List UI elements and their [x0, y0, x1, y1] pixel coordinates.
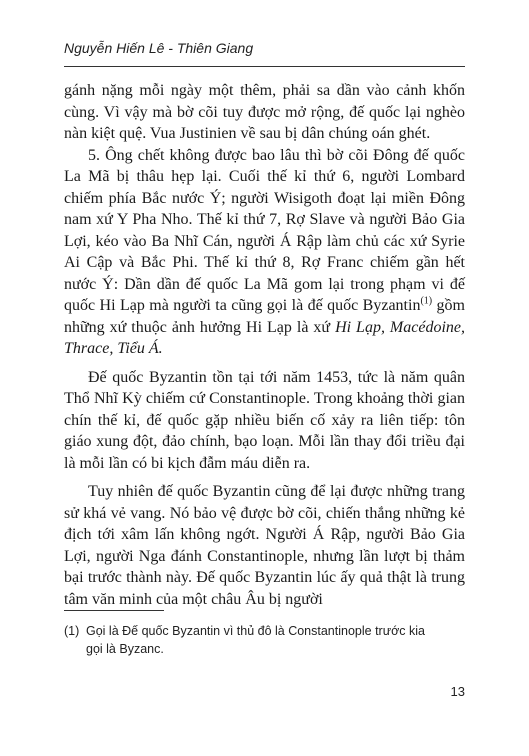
running-header: Nguyễn Hiến Lê - Thiên Giang [64, 40, 254, 56]
paragraph-2-italic-places: Hi Lạp, Macédoine, Thrace, Tiểu Á. [64, 318, 466, 357]
footnote [64, 622, 465, 658]
footnote-rule [64, 610, 164, 611]
paragraph-2-text: 5. Ông chết không được bao lâu thì bờ cõi Đông đế quốc La Mã bị thâu hẹp lại. Cuối thế kỉ thứ 6, người Lombard chiếm phía Bắc nước Ý; người Wisigoth đoạt lại miền Đông nam xứ Y Pha Nho. Thế kỉ thứ 7, Rợ Slave và người Bảo Gia Lợi, kéo vào Ba Nhĩ Cán, người Á Rập làm chủ các xứ Syrie Ai Cập và Bắc Phi. Thế kỉ thứ 8, Rợ Franc chiếm gần hết nước Ý: Dần dần đế quốc La Mã gom lại trong phạm vi đế quốc Hi Lạp mà người ta cũng gọi là đế quốc Byzantin [64, 146, 465, 314]
paragraph-2-text-cont: gồm những xứ thuộc ảnh hưởng Hi Lạp là xứ [64, 297, 465, 336]
footnote-mark: (1) [64, 624, 80, 638]
paragraph-1: gánh nặng mỗi ngày một thêm, phải sa dần vào cảnh khốn cùng. Vì vậy mà bờ cõi tuy được mở rộng, đế quốc lại nghèo nàn kiệt quệ. Vua Justinien về sau bị dân chúng oán ghét. [64, 82, 465, 142]
header-rule [64, 66, 465, 67]
paragraph-2 [64, 145, 465, 360]
body-text [64, 80, 465, 610]
footnote-reference: (1) [420, 295, 433, 307]
paragraph-3: Đế quốc Byzantin tồn tại tới năm 1453, tức là năm quân Thổ Nhĩ Kỳ chiếm cứ Constantinople. Trong khoảng thời gian chín thế kỉ, đế quốc gặp nhiều biến cố xảy ra liên tiếp: tôn giáo xung đột, đảo chính, bạo loạn. Mỗi lần thay đổi triều đại là mỗi lần có bi kịch đẫm máu diễn ra. [64, 368, 465, 472]
footnote-line-1: Gọi là Đế quốc Byzantin vì thủ đô là Constantinople trước kia [86, 624, 425, 638]
page-number: 13 [450, 684, 465, 699]
footnote-line-2: gọi là Byzanc. [86, 642, 164, 656]
paragraph-4: Tuy nhiên đế quốc Byzantin cũng để lại được những trang sử khá vẻ vang. Nó bảo vệ được bờ cõi, chiến thắng những kẻ địch tới xâm lấn không ngớt. Người Á Rập, người Bảo Gia Lợi, người Nga đánh Constantinople, nhưng lần lượt bị thảm bại trước thành này. Đế quốc Byzantin lúc ấy quả thật là trung tâm văn minh của một châu Âu bị người [64, 483, 465, 608]
